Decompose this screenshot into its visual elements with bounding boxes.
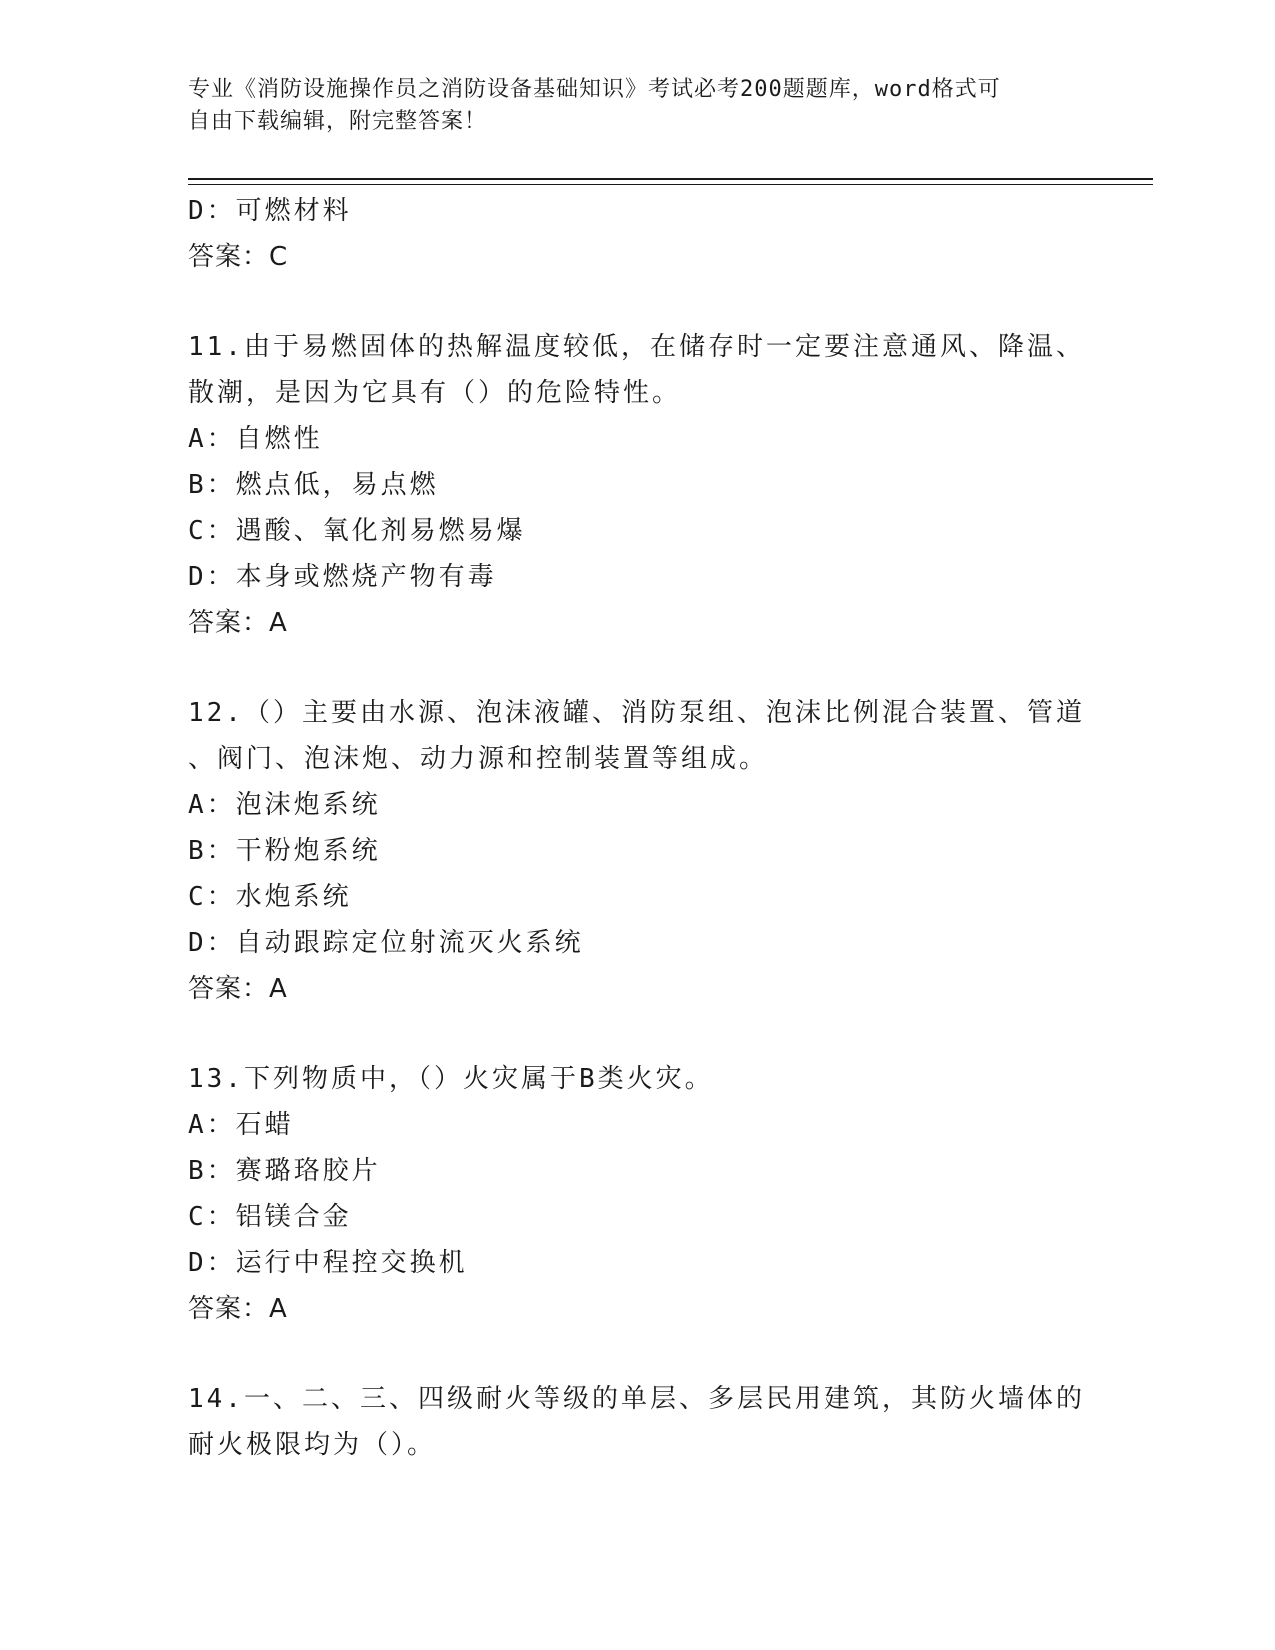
option-b: B：干粉炮系统 <box>188 836 381 866</box>
option-b: B：赛璐珞胶片 <box>188 1156 381 1186</box>
option-c: C：水炮系统 <box>188 882 352 912</box>
question-13 <box>188 1056 1088 1332</box>
option-b: B：燃点低，易点燃 <box>188 470 439 500</box>
question-14 <box>188 1376 1088 1468</box>
question-stem-line: 耐火极限均为（）。 <box>188 1430 437 1460</box>
question-stem-line: 、阀门、泡沫炮、动力源和控制装置等组成。 <box>188 744 769 774</box>
option-d: D：运行中程控交换机 <box>188 1248 468 1278</box>
question-12 <box>188 690 1088 1012</box>
header-rule-thin <box>188 184 1153 185</box>
answer-line: 答案：A <box>188 1294 288 1324</box>
option-d: D：自动跟踪定位射流灭火系统 <box>188 928 584 958</box>
option-a: A：泡沫炮系统 <box>188 790 381 820</box>
option-c: C：铝镁合金 <box>188 1202 352 1232</box>
option-a: A：自燃性 <box>188 424 323 454</box>
header-rule-thick <box>188 178 1153 180</box>
page-header <box>188 74 1088 138</box>
option-c: C：遇酸、氧化剂易燃易爆 <box>188 516 526 546</box>
question-stem-line: 11.由于易燃固体的热解温度较低，在储存时一定要注意通风、降温、 <box>188 332 1085 362</box>
option-d: D：本身或燃烧产物有毒 <box>188 562 497 592</box>
header-line-1: 专业《消防设施操作员之消防设备基础知识》考试必考200题题库，word格式可 <box>188 77 1001 102</box>
answer-line: 答案：C <box>188 242 289 272</box>
question-stem-line: 12.（）主要由水源、泡沫液罐、消防泵组、泡沫比例混合装置、管道 <box>188 698 1085 728</box>
option-a: A：石蜡 <box>188 1110 294 1140</box>
question-stem-line: 14.一、二、三、四级耐火等级的单层、多层民用建筑，其防火墙体的 <box>188 1384 1085 1414</box>
header-line-2: 自由下载编辑，附完整答案！ <box>188 109 488 134</box>
question-11 <box>188 324 1088 646</box>
previous-question-tail <box>188 188 1088 280</box>
answer-line: 答案：A <box>188 608 288 638</box>
document-body <box>188 188 1088 1468</box>
question-stem-line: 散潮，是因为它具有（）的危险特性。 <box>188 378 682 408</box>
answer-line: 答案：A <box>188 974 288 1004</box>
option-d: D：可燃材料 <box>188 196 352 226</box>
question-stem-line: 13.下列物质中，（）火灾属于B类火灾。 <box>188 1064 714 1094</box>
